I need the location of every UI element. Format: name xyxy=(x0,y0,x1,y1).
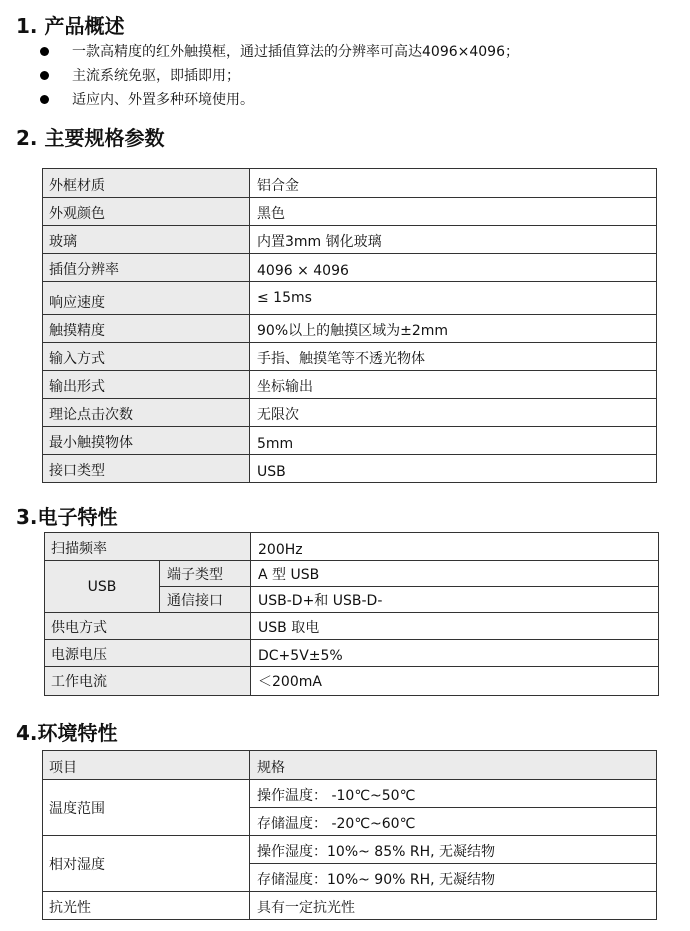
table-row xyxy=(45,666,658,695)
section-title-environment: 4.环境特性 xyxy=(16,721,118,745)
spec-key: 输入方式 xyxy=(43,343,250,370)
table-header-row xyxy=(43,751,656,779)
table-row xyxy=(43,314,656,342)
bullet-text: 适应内、外置多种环境使用。 xyxy=(72,92,254,108)
table-row xyxy=(45,533,658,560)
table-row xyxy=(43,281,656,314)
spec-key: 输出形式 xyxy=(43,371,250,398)
table-row xyxy=(43,342,656,370)
usb-values xyxy=(251,561,658,612)
elec-key: 扫描频率 xyxy=(45,533,251,560)
bullet-icon xyxy=(40,47,49,56)
spec-value: 5mm xyxy=(257,436,294,452)
environment-table xyxy=(42,750,657,920)
section-title-overview: 1. 产品概述 xyxy=(16,14,125,38)
elec-key: 供电方式 xyxy=(45,613,251,639)
elec-value: DC+5V±5% xyxy=(258,648,343,664)
spec-key: 外框材质 xyxy=(43,169,250,197)
spec-key: 触摸精度 xyxy=(43,315,250,342)
table-row xyxy=(43,891,656,919)
table-row xyxy=(45,612,658,639)
elec-key: 电源电压 xyxy=(45,640,251,666)
elec-key: 工作电流 xyxy=(45,667,251,695)
spec-value: 黑色 xyxy=(257,206,285,222)
elec-value: 200Hz xyxy=(258,542,303,558)
spec-key: 玻璃 xyxy=(43,226,250,253)
section-title-electrical: 3.电子特性 xyxy=(16,505,118,529)
spec-value: 内置3mm 钢化玻璃 xyxy=(257,234,382,250)
env-values xyxy=(250,836,656,891)
spec-value: 坐标输出 xyxy=(257,379,313,395)
usb-subkeys xyxy=(160,561,251,612)
table-row-usb xyxy=(45,560,658,612)
section-title-specs: 2. 主要规格参数 xyxy=(16,126,165,150)
usb-value: USB-D+和 USB-D- xyxy=(258,593,383,609)
env-values xyxy=(250,780,656,835)
spec-value: 4096 × 4096 xyxy=(257,263,349,279)
env-key: 抗光性 xyxy=(43,892,250,919)
list-item xyxy=(0,40,519,64)
table-row xyxy=(45,639,658,666)
spec-key: 最小触摸物体 xyxy=(43,427,250,454)
env-value: 存储湿度：10%~ 90% RH, 无凝结物 xyxy=(257,872,496,888)
env-key: 相对湿度 xyxy=(43,836,250,891)
specs-table xyxy=(42,168,657,483)
spec-value: ≤ 15ms xyxy=(257,290,312,306)
spec-key: 响应速度 xyxy=(43,282,250,314)
list-item xyxy=(0,88,519,112)
spec-value: USB xyxy=(257,464,286,480)
table-row xyxy=(43,169,656,197)
spec-value: 手指、触摸笔等不透光物体 xyxy=(257,351,425,367)
usb-value: A 型 USB xyxy=(251,561,658,587)
table-row xyxy=(43,225,656,253)
elec-value: ＜200mA xyxy=(258,674,322,690)
spec-key: 插值分辨率 xyxy=(43,254,250,281)
spec-key: 接口类型 xyxy=(43,455,250,482)
table-row xyxy=(43,454,656,482)
bullet-icon xyxy=(40,71,49,80)
env-key: 温度范围 xyxy=(43,780,250,835)
list-item xyxy=(0,64,519,88)
spec-value: 无限次 xyxy=(257,407,299,423)
table-row xyxy=(43,835,656,891)
spec-key: 外观颜色 xyxy=(43,198,250,225)
col-header-item: 项目 xyxy=(43,751,250,779)
table-row xyxy=(43,197,656,225)
elec-value: USB 取电 xyxy=(258,620,320,636)
env-value: 具有一定抗光性 xyxy=(257,900,355,916)
table-row xyxy=(43,779,656,835)
table-row xyxy=(43,253,656,281)
table-row xyxy=(43,426,656,454)
bullet-icon xyxy=(40,95,49,104)
spec-key: 理论点击次数 xyxy=(43,399,250,426)
electrical-table xyxy=(44,532,659,696)
bullet-text: 一款高精度的红外触摸框，通过插值算法的分辨率可高达4096×4096； xyxy=(72,44,519,60)
usb-key xyxy=(45,561,160,612)
table-row xyxy=(43,398,656,426)
spec-value: 90%以上的触摸区域为±2mm xyxy=(257,323,449,339)
usb-label: USB xyxy=(87,578,117,595)
env-value: 存储温度： -20℃~60℃ xyxy=(257,816,416,832)
usb-subkey: 端子类型 xyxy=(160,561,250,587)
usb-subkey: 通信接口 xyxy=(167,593,223,609)
overview-bullet-list xyxy=(0,40,519,112)
env-value: 操作温度： -10℃~50℃ xyxy=(250,780,656,808)
table-row xyxy=(43,370,656,398)
col-header-spec: 规格 xyxy=(257,760,285,776)
bullet-text: 主流系统免驱，即插即用； xyxy=(72,68,240,84)
spec-value: 铝合金 xyxy=(257,178,299,194)
env-value: 操作湿度：10%~ 85% RH, 无凝结物 xyxy=(250,836,656,864)
